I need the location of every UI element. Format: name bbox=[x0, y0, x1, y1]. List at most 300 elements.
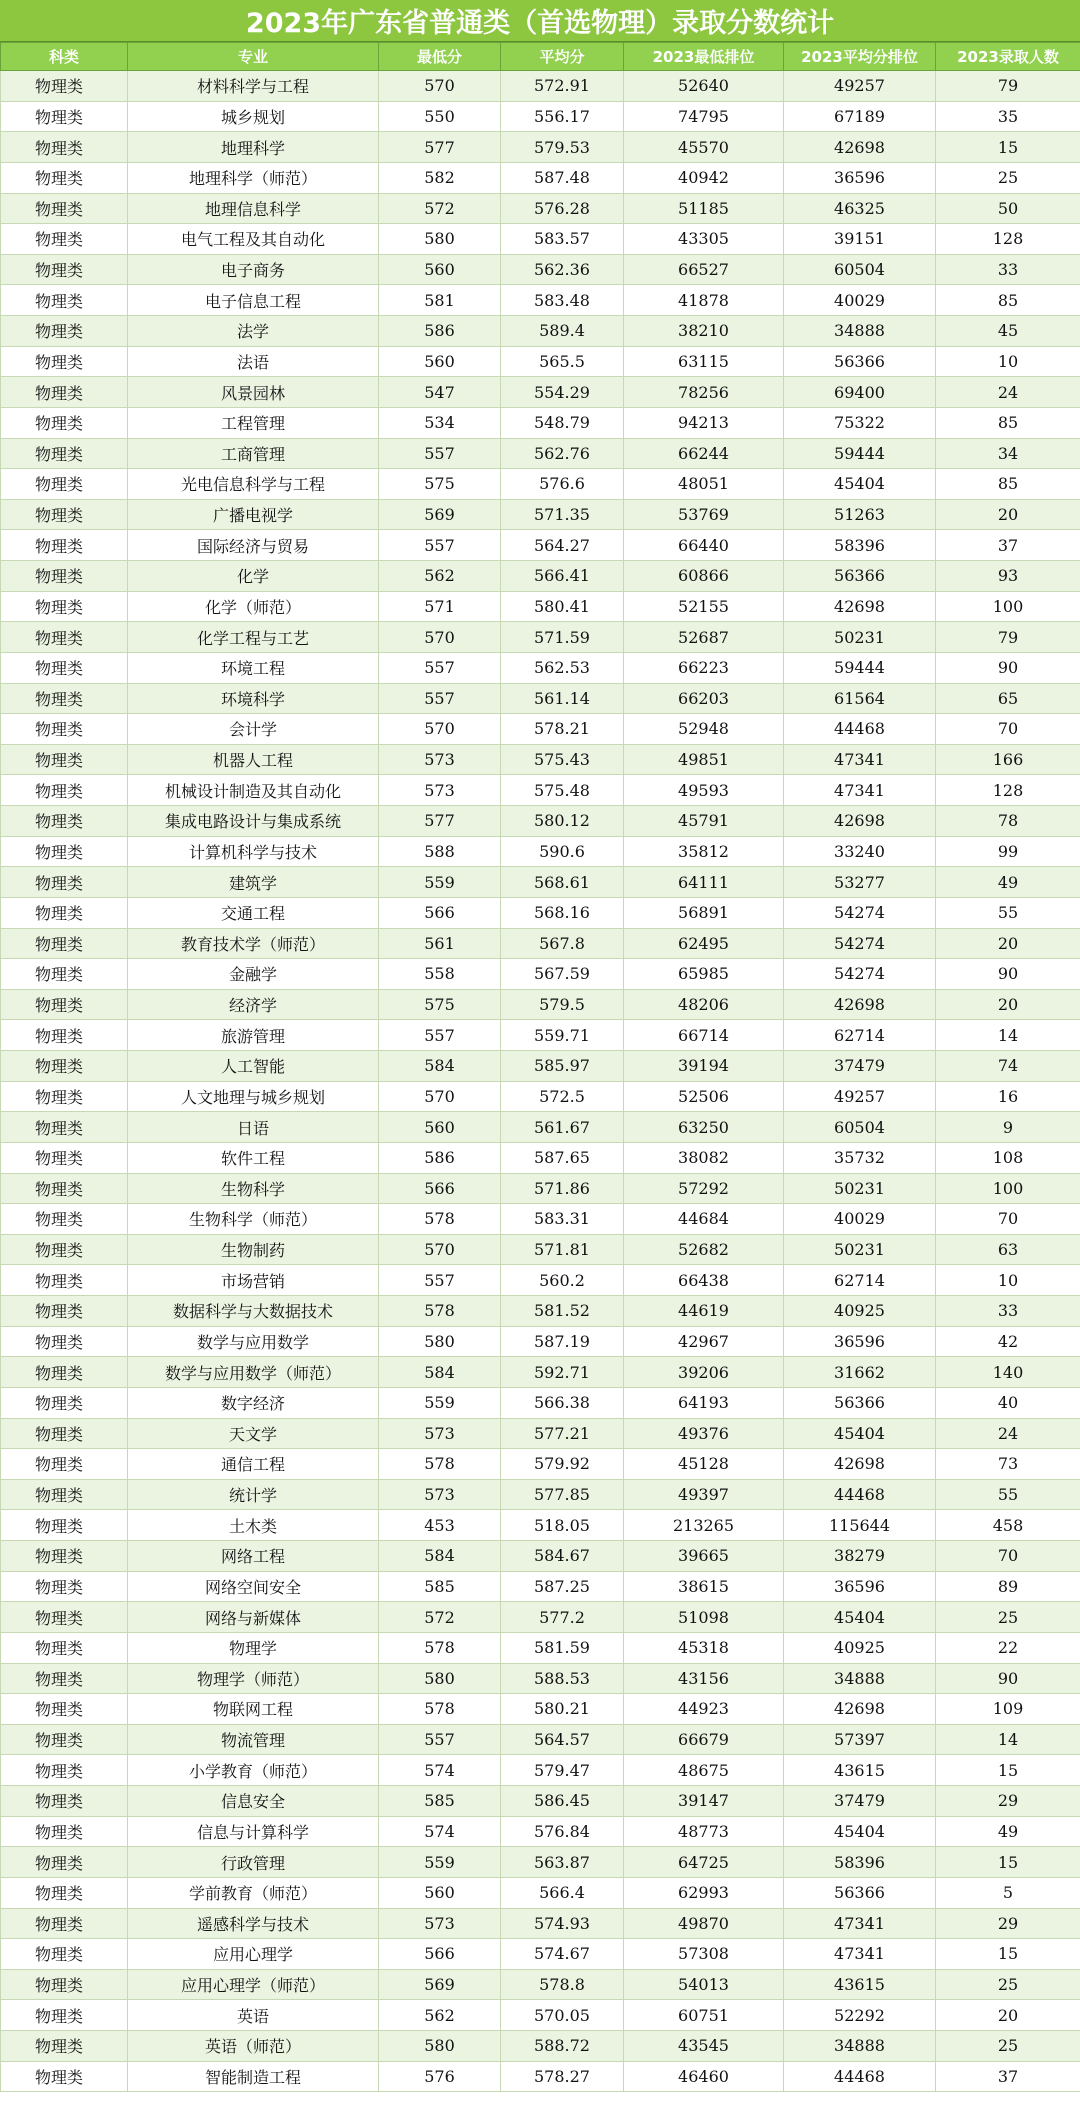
avg-score-cell: 575.48 bbox=[501, 775, 624, 806]
major-cell: 英语 bbox=[128, 2000, 379, 2031]
table-row bbox=[1, 1112, 1080, 1143]
min-rank-cell: 45128 bbox=[624, 1449, 784, 1480]
min-rank-cell: 41878 bbox=[624, 285, 784, 316]
major-cell: 应用心理学 bbox=[128, 1939, 379, 1970]
major-cell: 生物科学 bbox=[128, 1173, 379, 1204]
subject-cell: 物理类 bbox=[1, 867, 128, 898]
avg-score-cell: 571.35 bbox=[501, 499, 624, 530]
avg-score-cell: 574.93 bbox=[501, 1908, 624, 1939]
min-rank-cell: 66438 bbox=[624, 1265, 784, 1296]
table-row bbox=[1, 775, 1080, 806]
min-score-cell: 559 bbox=[379, 1847, 501, 1878]
min-rank-cell: 45791 bbox=[624, 806, 784, 837]
min-rank-cell: 49851 bbox=[624, 744, 784, 775]
avg-score-cell: 554.29 bbox=[501, 377, 624, 408]
major-cell: 应用心理学（师范） bbox=[128, 1969, 379, 2000]
header-major: 专业 bbox=[128, 43, 379, 71]
major-cell: 网络空间安全 bbox=[128, 1571, 379, 1602]
min-rank-cell: 66714 bbox=[624, 1020, 784, 1051]
subject-cell: 物理类 bbox=[1, 1479, 128, 1510]
admitted-count-cell: 89 bbox=[936, 1571, 1080, 1602]
avg-score-cell: 576.28 bbox=[501, 193, 624, 224]
major-cell: 教育技术学（师范） bbox=[128, 928, 379, 959]
table-row bbox=[1, 162, 1080, 193]
min-rank-cell: 44923 bbox=[624, 1694, 784, 1725]
avg-rank-cell: 36596 bbox=[784, 162, 936, 193]
admitted-count-cell: 34 bbox=[936, 438, 1080, 469]
avg-rank-cell: 40925 bbox=[784, 1296, 936, 1327]
table-row bbox=[1, 2061, 1080, 2092]
min-score-cell: 574 bbox=[379, 1755, 501, 1786]
subject-cell: 物理类 bbox=[1, 561, 128, 592]
admitted-count-cell: 55 bbox=[936, 897, 1080, 928]
min-rank-cell: 40942 bbox=[624, 162, 784, 193]
avg-rank-cell: 43615 bbox=[784, 1969, 936, 2000]
table-row bbox=[1, 254, 1080, 285]
admitted-count-cell: 90 bbox=[936, 652, 1080, 683]
avg-rank-cell: 40029 bbox=[784, 285, 936, 316]
table-row bbox=[1, 622, 1080, 653]
header-min-rank: 2023最低排位 bbox=[624, 43, 784, 71]
min-rank-cell: 57292 bbox=[624, 1173, 784, 1204]
avg-rank-cell: 62714 bbox=[784, 1020, 936, 1051]
avg-rank-cell: 62714 bbox=[784, 1265, 936, 1296]
min-rank-cell: 43545 bbox=[624, 2031, 784, 2062]
subject-cell: 物理类 bbox=[1, 1908, 128, 1939]
avg-score-cell: 587.48 bbox=[501, 162, 624, 193]
avg-score-cell: 590.6 bbox=[501, 836, 624, 867]
avg-rank-cell: 42698 bbox=[784, 132, 936, 163]
admitted-count-cell: 33 bbox=[936, 254, 1080, 285]
avg-rank-cell: 54274 bbox=[784, 959, 936, 990]
avg-score-cell: 567.8 bbox=[501, 928, 624, 959]
table-row bbox=[1, 71, 1080, 102]
major-cell: 生物制药 bbox=[128, 1234, 379, 1265]
admitted-count-cell: 70 bbox=[936, 714, 1080, 745]
avg-rank-cell: 52292 bbox=[784, 2000, 936, 2031]
table-row bbox=[1, 652, 1080, 683]
table-row bbox=[1, 224, 1080, 255]
subject-cell: 物理类 bbox=[1, 1020, 128, 1051]
avg-rank-cell: 47341 bbox=[784, 1908, 936, 1939]
table-row bbox=[1, 438, 1080, 469]
admitted-count-cell: 20 bbox=[936, 2000, 1080, 2031]
avg-rank-cell: 42698 bbox=[784, 806, 936, 837]
major-cell: 物理学 bbox=[128, 1632, 379, 1663]
subject-cell: 物理类 bbox=[1, 622, 128, 653]
subject-cell: 物理类 bbox=[1, 1510, 128, 1541]
avg-score-cell: 562.53 bbox=[501, 652, 624, 683]
major-cell: 电气工程及其自动化 bbox=[128, 224, 379, 255]
major-cell: 天文学 bbox=[128, 1418, 379, 1449]
table-row bbox=[1, 683, 1080, 714]
min-rank-cell: 42967 bbox=[624, 1326, 784, 1357]
subject-cell: 物理类 bbox=[1, 1571, 128, 1602]
avg-rank-cell: 31662 bbox=[784, 1357, 936, 1388]
min-rank-cell: 49593 bbox=[624, 775, 784, 806]
subject-cell: 物理类 bbox=[1, 1112, 128, 1143]
major-cell: 电子信息工程 bbox=[128, 285, 379, 316]
min-score-cell: 580 bbox=[379, 1663, 501, 1694]
min-rank-cell: 64725 bbox=[624, 1847, 784, 1878]
min-rank-cell: 52155 bbox=[624, 591, 784, 622]
avg-score-cell: 574.67 bbox=[501, 1939, 624, 1970]
min-score-cell: 580 bbox=[379, 1326, 501, 1357]
table-row bbox=[1, 897, 1080, 928]
min-score-cell: 571 bbox=[379, 591, 501, 622]
major-cell: 广播电视学 bbox=[128, 499, 379, 530]
avg-rank-cell: 39151 bbox=[784, 224, 936, 255]
min-score-cell: 560 bbox=[379, 346, 501, 377]
min-score-cell: 585 bbox=[379, 1786, 501, 1817]
avg-rank-cell: 75322 bbox=[784, 407, 936, 438]
min-rank-cell: 49397 bbox=[624, 1479, 784, 1510]
admitted-count-cell: 22 bbox=[936, 1632, 1080, 1663]
admitted-count-cell: 25 bbox=[936, 1969, 1080, 2000]
min-score-cell: 578 bbox=[379, 1694, 501, 1725]
avg-score-cell: 587.19 bbox=[501, 1326, 624, 1357]
major-cell: 小学教育（师范） bbox=[128, 1755, 379, 1786]
admitted-count-cell: 55 bbox=[936, 1479, 1080, 1510]
min-rank-cell: 52948 bbox=[624, 714, 784, 745]
avg-score-cell: 571.81 bbox=[501, 1234, 624, 1265]
table-row bbox=[1, 1204, 1080, 1235]
subject-cell: 物理类 bbox=[1, 775, 128, 806]
subject-cell: 物理类 bbox=[1, 438, 128, 469]
admitted-count-cell: 100 bbox=[936, 1173, 1080, 1204]
avg-score-cell: 581.52 bbox=[501, 1296, 624, 1327]
table-row bbox=[1, 1847, 1080, 1878]
avg-rank-cell: 53277 bbox=[784, 867, 936, 898]
avg-score-cell: 560.2 bbox=[501, 1265, 624, 1296]
subject-cell: 物理类 bbox=[1, 928, 128, 959]
min-rank-cell: 213265 bbox=[624, 1510, 784, 1541]
table-row bbox=[1, 1663, 1080, 1694]
major-cell: 材料科学与工程 bbox=[128, 71, 379, 102]
avg-rank-cell: 115644 bbox=[784, 1510, 936, 1541]
admitted-count-cell: 25 bbox=[936, 162, 1080, 193]
avg-rank-cell: 34888 bbox=[784, 1663, 936, 1694]
table-row bbox=[1, 285, 1080, 316]
table-row bbox=[1, 1510, 1080, 1541]
subject-cell: 物理类 bbox=[1, 1541, 128, 1572]
admitted-count-cell: 24 bbox=[936, 377, 1080, 408]
min-rank-cell: 51098 bbox=[624, 1602, 784, 1633]
table-row bbox=[1, 1908, 1080, 1939]
admitted-count-cell: 33 bbox=[936, 1296, 1080, 1327]
table-row bbox=[1, 1051, 1080, 1082]
table-row bbox=[1, 959, 1080, 990]
subject-cell: 物理类 bbox=[1, 407, 128, 438]
table-row bbox=[1, 1357, 1080, 1388]
subject-cell: 物理类 bbox=[1, 714, 128, 745]
major-cell: 通信工程 bbox=[128, 1449, 379, 1480]
avg-score-cell: 583.57 bbox=[501, 224, 624, 255]
avg-score-cell: 576.84 bbox=[501, 1816, 624, 1847]
avg-rank-cell: 47341 bbox=[784, 744, 936, 775]
min-score-cell: 560 bbox=[379, 254, 501, 285]
admitted-count-cell: 25 bbox=[936, 1602, 1080, 1633]
major-cell: 法学 bbox=[128, 316, 379, 347]
min-rank-cell: 48675 bbox=[624, 1755, 784, 1786]
min-rank-cell: 66527 bbox=[624, 254, 784, 285]
subject-cell: 物理类 bbox=[1, 132, 128, 163]
min-score-cell: 577 bbox=[379, 132, 501, 163]
avg-score-cell: 561.14 bbox=[501, 683, 624, 714]
avg-score-cell: 577.21 bbox=[501, 1418, 624, 1449]
subject-cell: 物理类 bbox=[1, 1387, 128, 1418]
major-cell: 城乡规划 bbox=[128, 101, 379, 132]
table-row bbox=[1, 407, 1080, 438]
avg-rank-cell: 51263 bbox=[784, 499, 936, 530]
avg-score-cell: 588.72 bbox=[501, 2031, 624, 2062]
avg-rank-cell: 44468 bbox=[784, 714, 936, 745]
avg-score-cell: 567.59 bbox=[501, 959, 624, 990]
subject-cell: 物理类 bbox=[1, 285, 128, 316]
admitted-count-cell: 73 bbox=[936, 1449, 1080, 1480]
subject-cell: 物理类 bbox=[1, 1969, 128, 2000]
avg-rank-cell: 57397 bbox=[784, 1724, 936, 1755]
header-min-score: 最低分 bbox=[379, 43, 501, 71]
table-row bbox=[1, 714, 1080, 745]
major-cell: 环境工程 bbox=[128, 652, 379, 683]
admission-score-table bbox=[0, 42, 1080, 2092]
table-row bbox=[1, 836, 1080, 867]
subject-cell: 物理类 bbox=[1, 683, 128, 714]
avg-score-cell: 566.38 bbox=[501, 1387, 624, 1418]
subject-cell: 物理类 bbox=[1, 1265, 128, 1296]
avg-score-cell: 584.67 bbox=[501, 1541, 624, 1572]
avg-rank-cell: 56366 bbox=[784, 346, 936, 377]
min-score-cell: 572 bbox=[379, 1602, 501, 1633]
avg-rank-cell: 38279 bbox=[784, 1541, 936, 1572]
table-row bbox=[1, 1387, 1080, 1418]
admitted-count-cell: 10 bbox=[936, 1265, 1080, 1296]
avg-rank-cell: 50231 bbox=[784, 1234, 936, 1265]
avg-score-cell: 586.45 bbox=[501, 1786, 624, 1817]
table-row bbox=[1, 928, 1080, 959]
avg-score-cell: 579.92 bbox=[501, 1449, 624, 1480]
min-score-cell: 588 bbox=[379, 836, 501, 867]
table-row bbox=[1, 1602, 1080, 1633]
header-avg-score: 平均分 bbox=[501, 43, 624, 71]
major-cell: 土木类 bbox=[128, 1510, 379, 1541]
major-cell: 数字经济 bbox=[128, 1387, 379, 1418]
admitted-count-cell: 40 bbox=[936, 1387, 1080, 1418]
min-rank-cell: 57308 bbox=[624, 1939, 784, 1970]
avg-score-cell: 568.16 bbox=[501, 897, 624, 928]
min-rank-cell: 62495 bbox=[624, 928, 784, 959]
min-score-cell: 580 bbox=[379, 2031, 501, 2062]
admitted-count-cell: 20 bbox=[936, 989, 1080, 1020]
subject-cell: 物理类 bbox=[1, 499, 128, 530]
table-row bbox=[1, 1326, 1080, 1357]
avg-score-cell: 578.21 bbox=[501, 714, 624, 745]
min-rank-cell: 45570 bbox=[624, 132, 784, 163]
subject-cell: 物理类 bbox=[1, 224, 128, 255]
major-cell: 法语 bbox=[128, 346, 379, 377]
table-row bbox=[1, 1694, 1080, 1725]
table-row bbox=[1, 346, 1080, 377]
table-row bbox=[1, 2000, 1080, 2031]
min-score-cell: 558 bbox=[379, 959, 501, 990]
min-rank-cell: 48051 bbox=[624, 469, 784, 500]
avg-rank-cell: 59444 bbox=[784, 438, 936, 469]
avg-rank-cell: 50231 bbox=[784, 622, 936, 653]
admitted-count-cell: 45 bbox=[936, 316, 1080, 347]
subject-cell: 物理类 bbox=[1, 1142, 128, 1173]
subject-cell: 物理类 bbox=[1, 1326, 128, 1357]
major-cell: 工商管理 bbox=[128, 438, 379, 469]
major-cell: 环境科学 bbox=[128, 683, 379, 714]
admitted-count-cell: 35 bbox=[936, 101, 1080, 132]
avg-rank-cell: 33240 bbox=[784, 836, 936, 867]
min-score-cell: 557 bbox=[379, 1265, 501, 1296]
min-score-cell: 560 bbox=[379, 1877, 501, 1908]
major-cell: 软件工程 bbox=[128, 1142, 379, 1173]
min-score-cell: 557 bbox=[379, 683, 501, 714]
avg-rank-cell: 58396 bbox=[784, 530, 936, 561]
major-cell: 数据科学与大数据技术 bbox=[128, 1296, 379, 1327]
admitted-count-cell: 90 bbox=[936, 959, 1080, 990]
admitted-count-cell: 14 bbox=[936, 1020, 1080, 1051]
major-cell: 遥感科学与技术 bbox=[128, 1908, 379, 1939]
admitted-count-cell: 99 bbox=[936, 836, 1080, 867]
admitted-count-cell: 108 bbox=[936, 1142, 1080, 1173]
avg-score-cell: 556.17 bbox=[501, 101, 624, 132]
min-rank-cell: 65985 bbox=[624, 959, 784, 990]
admitted-count-cell: 49 bbox=[936, 867, 1080, 898]
table-row bbox=[1, 1724, 1080, 1755]
min-score-cell: 557 bbox=[379, 1724, 501, 1755]
subject-cell: 物理类 bbox=[1, 2000, 128, 2031]
admitted-count-cell: 78 bbox=[936, 806, 1080, 837]
avg-score-cell: 575.43 bbox=[501, 744, 624, 775]
admitted-count-cell: 29 bbox=[936, 1908, 1080, 1939]
subject-cell: 物理类 bbox=[1, 1877, 128, 1908]
avg-score-cell: 580.12 bbox=[501, 806, 624, 837]
min-rank-cell: 43156 bbox=[624, 1663, 784, 1694]
admitted-count-cell: 79 bbox=[936, 71, 1080, 102]
avg-rank-cell: 40925 bbox=[784, 1632, 936, 1663]
subject-cell: 物理类 bbox=[1, 1357, 128, 1388]
admitted-count-cell: 70 bbox=[936, 1541, 1080, 1572]
subject-cell: 物理类 bbox=[1, 989, 128, 1020]
table-row bbox=[1, 193, 1080, 224]
min-score-cell: 582 bbox=[379, 162, 501, 193]
min-rank-cell: 39665 bbox=[624, 1541, 784, 1572]
min-score-cell: 573 bbox=[379, 1418, 501, 1449]
min-score-cell: 557 bbox=[379, 652, 501, 683]
avg-rank-cell: 45404 bbox=[784, 469, 936, 500]
avg-score-cell: 587.25 bbox=[501, 1571, 624, 1602]
min-score-cell: 557 bbox=[379, 438, 501, 469]
admitted-count-cell: 25 bbox=[936, 2031, 1080, 2062]
table-row bbox=[1, 1786, 1080, 1817]
min-rank-cell: 78256 bbox=[624, 377, 784, 408]
header-avg-rank: 2023平均分排位 bbox=[784, 43, 936, 71]
subject-cell: 物理类 bbox=[1, 1694, 128, 1725]
table-row bbox=[1, 1541, 1080, 1572]
table-row bbox=[1, 1418, 1080, 1449]
min-score-cell: 562 bbox=[379, 561, 501, 592]
avg-score-cell: 572.91 bbox=[501, 71, 624, 102]
subject-cell: 物理类 bbox=[1, 254, 128, 285]
min-rank-cell: 52640 bbox=[624, 71, 784, 102]
subject-cell: 物理类 bbox=[1, 1939, 128, 1970]
admitted-count-cell: 49 bbox=[936, 1816, 1080, 1847]
table-row bbox=[1, 132, 1080, 163]
min-rank-cell: 66679 bbox=[624, 1724, 784, 1755]
subject-cell: 物理类 bbox=[1, 1632, 128, 1663]
table-row bbox=[1, 1939, 1080, 1970]
avg-score-cell: 566.4 bbox=[501, 1877, 624, 1908]
avg-rank-cell: 36596 bbox=[784, 1326, 936, 1357]
min-score-cell: 585 bbox=[379, 1571, 501, 1602]
min-score-cell: 586 bbox=[379, 1142, 501, 1173]
min-rank-cell: 66223 bbox=[624, 652, 784, 683]
admitted-count-cell: 109 bbox=[936, 1694, 1080, 1725]
major-cell: 物联网工程 bbox=[128, 1694, 379, 1725]
admitted-count-cell: 16 bbox=[936, 1081, 1080, 1112]
major-cell: 统计学 bbox=[128, 1479, 379, 1510]
min-score-cell: 573 bbox=[379, 744, 501, 775]
major-cell: 日语 bbox=[128, 1112, 379, 1143]
table-row bbox=[1, 561, 1080, 592]
subject-cell: 物理类 bbox=[1, 1602, 128, 1633]
avg-score-cell: 592.71 bbox=[501, 1357, 624, 1388]
min-score-cell: 557 bbox=[379, 530, 501, 561]
min-score-cell: 570 bbox=[379, 71, 501, 102]
min-score-cell: 559 bbox=[379, 1387, 501, 1418]
subject-cell: 物理类 bbox=[1, 346, 128, 377]
major-cell: 金融学 bbox=[128, 959, 379, 990]
avg-rank-cell: 40029 bbox=[784, 1204, 936, 1235]
min-rank-cell: 74795 bbox=[624, 101, 784, 132]
table-row bbox=[1, 806, 1080, 837]
min-score-cell: 534 bbox=[379, 407, 501, 438]
admitted-count-cell: 20 bbox=[936, 928, 1080, 959]
subject-cell: 物理类 bbox=[1, 1755, 128, 1786]
min-score-cell: 569 bbox=[379, 1969, 501, 2000]
avg-score-cell: 589.4 bbox=[501, 316, 624, 347]
min-score-cell: 578 bbox=[379, 1449, 501, 1480]
avg-rank-cell: 43615 bbox=[784, 1755, 936, 1786]
table-row bbox=[1, 1479, 1080, 1510]
major-cell: 地理科学（师范） bbox=[128, 162, 379, 193]
subject-cell: 物理类 bbox=[1, 2061, 128, 2092]
admitted-count-cell: 458 bbox=[936, 1510, 1080, 1541]
min-rank-cell: 45318 bbox=[624, 1632, 784, 1663]
avg-score-cell: 588.53 bbox=[501, 1663, 624, 1694]
min-score-cell: 566 bbox=[379, 1939, 501, 1970]
min-rank-cell: 62993 bbox=[624, 1877, 784, 1908]
min-rank-cell: 51185 bbox=[624, 193, 784, 224]
avg-score-cell: 579.53 bbox=[501, 132, 624, 163]
avg-rank-cell: 56366 bbox=[784, 1387, 936, 1418]
subject-cell: 物理类 bbox=[1, 1204, 128, 1235]
table-row bbox=[1, 1969, 1080, 2000]
major-cell: 物流管理 bbox=[128, 1724, 379, 1755]
subject-cell: 物理类 bbox=[1, 101, 128, 132]
min-rank-cell: 66203 bbox=[624, 683, 784, 714]
min-rank-cell: 43305 bbox=[624, 224, 784, 255]
min-rank-cell: 64111 bbox=[624, 867, 784, 898]
avg-rank-cell: 49257 bbox=[784, 1081, 936, 1112]
major-cell: 旅游管理 bbox=[128, 1020, 379, 1051]
min-rank-cell: 66440 bbox=[624, 530, 784, 561]
avg-score-cell: 571.86 bbox=[501, 1173, 624, 1204]
